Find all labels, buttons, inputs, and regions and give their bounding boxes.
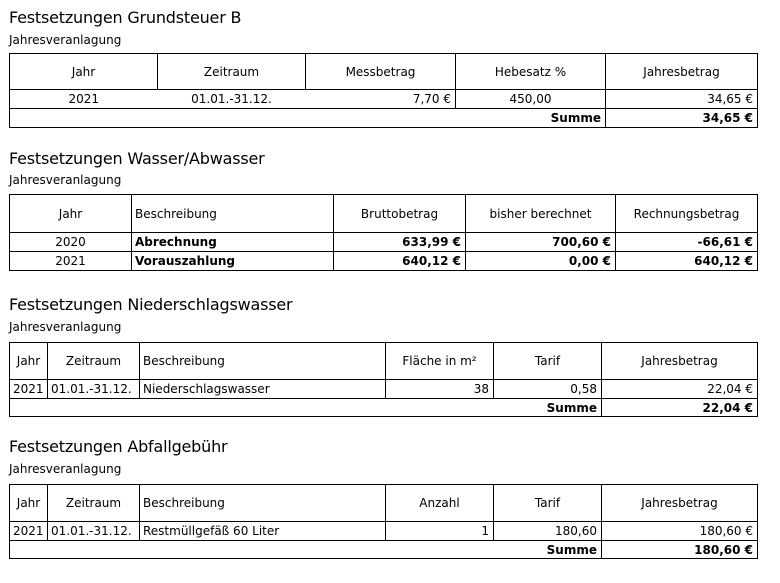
- header-beschreibung: Beschreibung: [140, 485, 386, 522]
- cell-tarif: 180,60: [494, 522, 602, 541]
- cell-beschreibung: Vorauszahlung: [132, 252, 334, 271]
- section-title-wasser: Festsetzungen Wasser/Abwasser: [9, 149, 265, 168]
- cell-zeitraum: 01.01.-31.12.: [48, 380, 140, 399]
- section-subtitle-niederschlagswasser: Jahresveranlagung: [9, 320, 122, 334]
- header-beschreibung: Beschreibung: [140, 343, 386, 380]
- cell-jahr: 2021: [10, 90, 158, 109]
- cell-jahresbetrag: 34,65 €: [606, 90, 758, 109]
- section-subtitle-grundsteuer: Jahresveranlagung: [9, 33, 122, 47]
- header-messbetrag: Messbetrag: [306, 54, 456, 90]
- cell-hebesatz: 450,00: [456, 90, 606, 109]
- table-header-row: [10, 195, 758, 233]
- sum-value: 22,04 €: [602, 399, 758, 417]
- table-header-row: [10, 485, 758, 522]
- header-hebesatz: Hebesatz %: [456, 54, 606, 90]
- sum-row: [10, 399, 758, 417]
- header-beschreibung: Beschreibung: [132, 195, 334, 233]
- header-flaeche: Fläche in m²: [386, 343, 494, 380]
- section-title-grundsteuer: Festsetzungen Grundsteuer B: [9, 8, 242, 27]
- cell-jahr: 2021: [10, 252, 132, 271]
- cell-beschreibung: Niederschlagswasser: [140, 380, 386, 399]
- section-title-niederschlagswasser: Festsetzungen Niederschlagswasser: [9, 295, 293, 314]
- header-tarif: Tarif: [494, 343, 602, 380]
- cell-jahr: 2021: [10, 522, 48, 541]
- sum-label: Summe: [494, 541, 602, 559]
- cell-jahr: 2020: [10, 233, 132, 252]
- header-zeitraum: Zeitraum: [158, 54, 306, 90]
- header-anzahl: Anzahl: [386, 485, 494, 522]
- cell-anzahl: 1: [386, 522, 494, 541]
- table-wasser: [9, 194, 758, 271]
- header-jahr: Jahr: [10, 195, 132, 233]
- cell-tarif: 0,58: [494, 380, 602, 399]
- cell-bruttobetrag: 640,12 €: [334, 252, 466, 271]
- header-bisher-berechnet: bisher berechnet: [466, 195, 616, 233]
- cell-rechnungsbetrag: 640,12 €: [616, 252, 758, 271]
- cell-jahresbetrag: 22,04 €: [602, 380, 758, 399]
- cell-bisher-berechnet: 0,00 €: [466, 252, 616, 271]
- section-title-abfallgebuehr: Festsetzungen Abfallgebühr: [9, 437, 228, 456]
- table-niederschlagswasser: [9, 342, 758, 417]
- sum-value: 34,65 €: [606, 109, 758, 128]
- table-header-row: [10, 343, 758, 380]
- header-rechnungsbetrag: Rechnungsbetrag: [616, 195, 758, 233]
- header-bruttobetrag: Bruttobetrag: [334, 195, 466, 233]
- cell-zeitraum: 01.01.-31.12.: [48, 522, 140, 541]
- cell-beschreibung: Restmüllgefäß 60 Liter: [140, 522, 386, 541]
- header-zeitraum: Zeitraum: [48, 485, 140, 522]
- cell-jahr: 2021: [10, 380, 48, 399]
- cell-bisher-berechnet: 700,60 €: [466, 233, 616, 252]
- header-jahresbetrag: Jahresbetrag: [606, 54, 758, 90]
- cell-zeitraum: 01.01.-31.12.: [158, 90, 306, 109]
- sum-label: Summe: [456, 109, 606, 128]
- header-jahr: Jahr: [10, 343, 48, 380]
- table-row: [10, 90, 758, 109]
- header-jahr: Jahr: [10, 54, 158, 90]
- header-jahresbetrag: Jahresbetrag: [602, 485, 758, 522]
- section-subtitle-abfallgebuehr: Jahresveranlagung: [9, 462, 122, 476]
- section-subtitle-wasser: Jahresveranlagung: [9, 173, 122, 187]
- cell-rechnungsbetrag: -66,61 €: [616, 233, 758, 252]
- header-jahr: Jahr: [10, 485, 48, 522]
- cell-flaeche: 38: [386, 380, 494, 399]
- table-row: [10, 252, 758, 271]
- header-zeitraum: Zeitraum: [48, 343, 140, 380]
- table-abfallgebuehr: [9, 484, 758, 559]
- sum-label: Summe: [494, 399, 602, 417]
- header-tarif: Tarif: [494, 485, 602, 522]
- sum-row: [10, 109, 758, 128]
- table-row: [10, 522, 758, 541]
- table-grundsteuer: [9, 53, 758, 128]
- header-jahresbetrag: Jahresbetrag: [602, 343, 758, 380]
- table-row: [10, 380, 758, 399]
- sum-row: [10, 541, 758, 559]
- table-header-row: [10, 54, 758, 90]
- table-row: [10, 233, 758, 252]
- cell-jahresbetrag: 180,60 €: [602, 522, 758, 541]
- sum-value: 180,60 €: [602, 541, 758, 559]
- cell-bruttobetrag: 633,99 €: [334, 233, 466, 252]
- cell-beschreibung: Abrechnung: [132, 233, 334, 252]
- cell-messbetrag: 7,70 €: [306, 90, 456, 109]
